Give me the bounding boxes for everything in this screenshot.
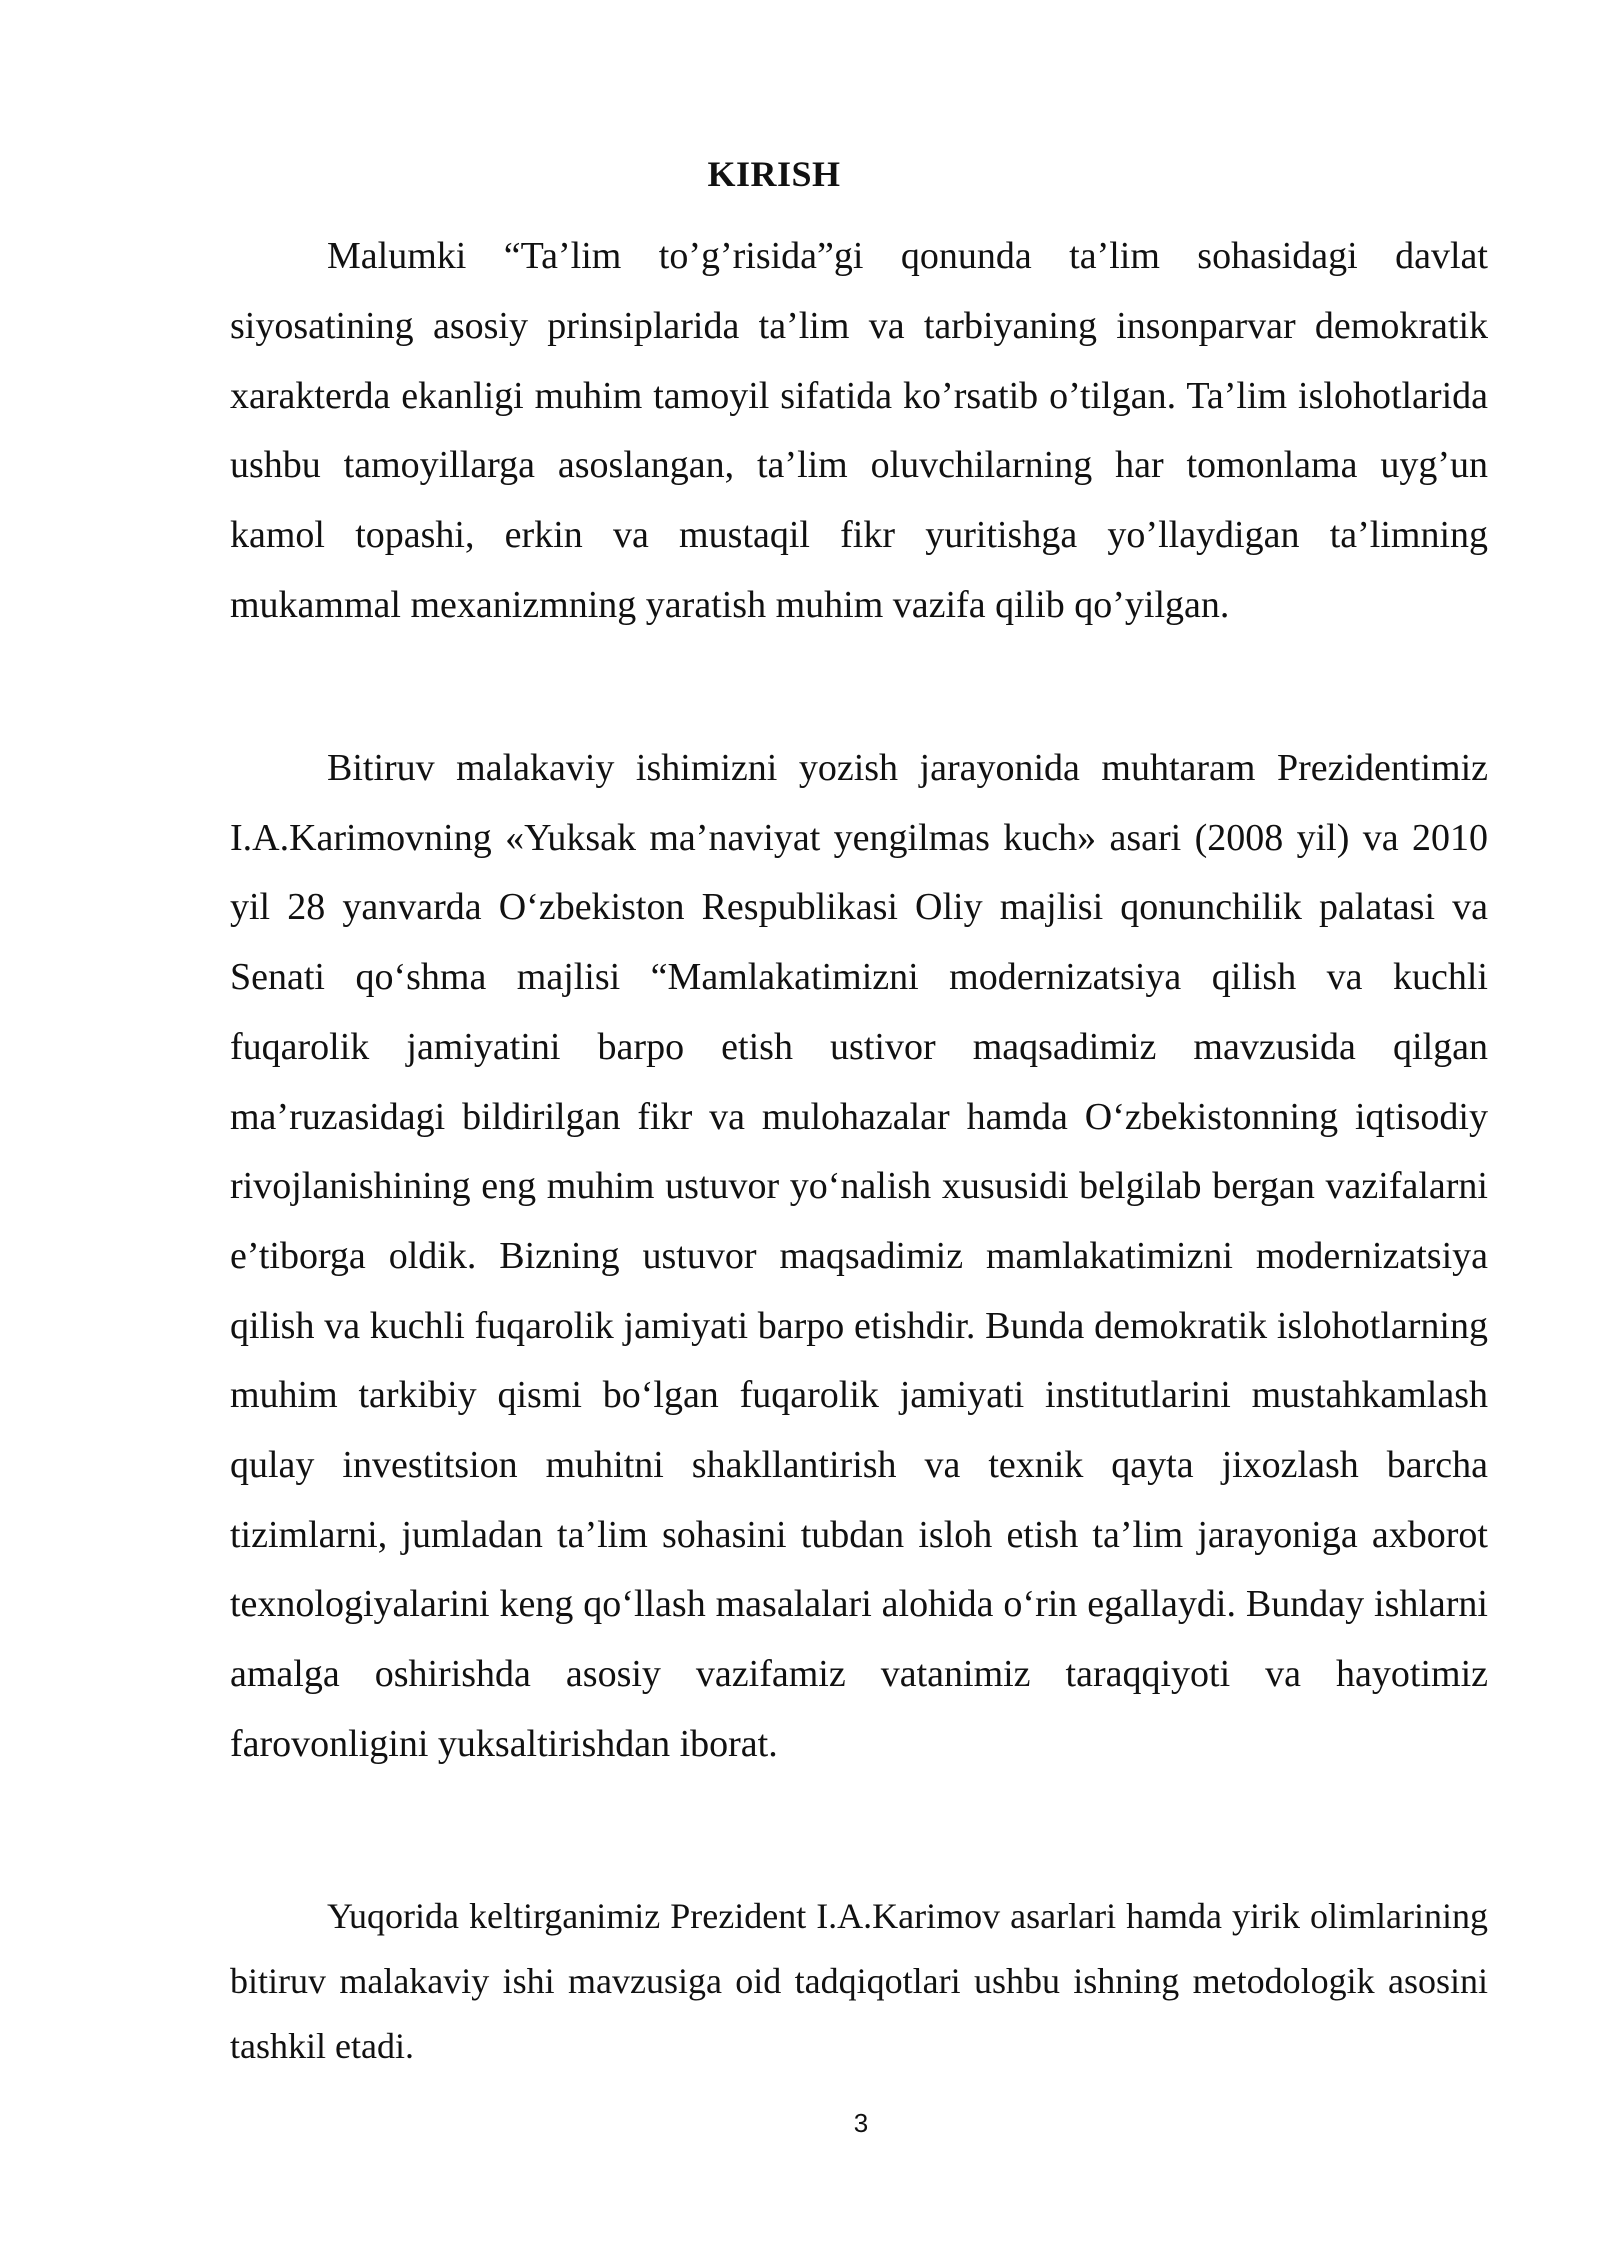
paragraph-3: Yuqorida keltirganimiz Prezident I.A.Karimov asarlari hamda yirik olimlarining bitiruv malakaviy ishi mavzusiga oid tadqiqotlari ushbu ishning metodologik asosini tashkil etadi. [230,1896,1488,2067]
paragraph-2: Bitiruv malakaviy ishimizni yozish jarayonida muhtaram Prezidentimiz I.A.Karimovning «Yuksak ma’naviyat yengilmas kuch» asari (2008 yil) va 2010 yil 28 yanvarda O‘zbekiston Respublikasi Oliy majlisi qonunchilik palatasi va Senati qo‘shma majlisi “Mamlakatimizni modernizatsiya qilish va kuchli fuqarolik jamiyatini barpo etish ustivor maqsadimiz mavzusida qilgan ma’ruzasidagi bildirilgan fikr va mulohazalar hamda O‘zbekistonning iqtisodiy rivojlanishining eng muhim ustuvor yo‘nalish xususidi belgilab bergan vazifalarni e’tiborga oldik. Bizning ustuvor maqsadimiz mamlakatimizni modernizatsiya qilish va kuchli fuqarolik jamiyati barpo etishdir. Bunda demokratik islohotlarning muhim tarkibiy qismi bo‘lgan fuqarolik jamiyati institutlarini mustahkamlash qulay investitsion muhitni shakllantirish va texnik qayta jixozlash barcha tizimlarni, jumladan ta’lim sohasini tubdan isloh etish ta’lim jarayoniga axborot texnologiyalarini keng qo‘llash masalalari alohida o‘rin egallaydi. Bunday ishlarni amalga oshirishda asosiy vazifamiz vatanimiz taraqqiyoti va hayotimiz farovonligini yuksaltirishdan iborat. [230,747,1488,1765]
paragraph-1: Malumki “Ta’lim to’g’risida”gi qonunda ta’lim sohasidagi davlat siyosatining asosiy prinsiplarida ta’lim va tarbiyaning insonparvar demokratik xarakterda ekanligi muhim tamoyil sifatida ko’rsatib o’tilgan. Ta’lim islohotlarida ushbu tamoyillarga asoslangan, ta’lim oluvchilarning har tomonlama uyg’un kamol topashi, erkin va mustaqil fikr yuritishga yo’llaydigan ta’limning mukammal mexanizmning yaratish muhim vazifa qilib qo’yilgan. [230,235,1488,626]
page-number: 3 [853,2108,869,2138]
page-title: KIRISH [707,154,841,194]
